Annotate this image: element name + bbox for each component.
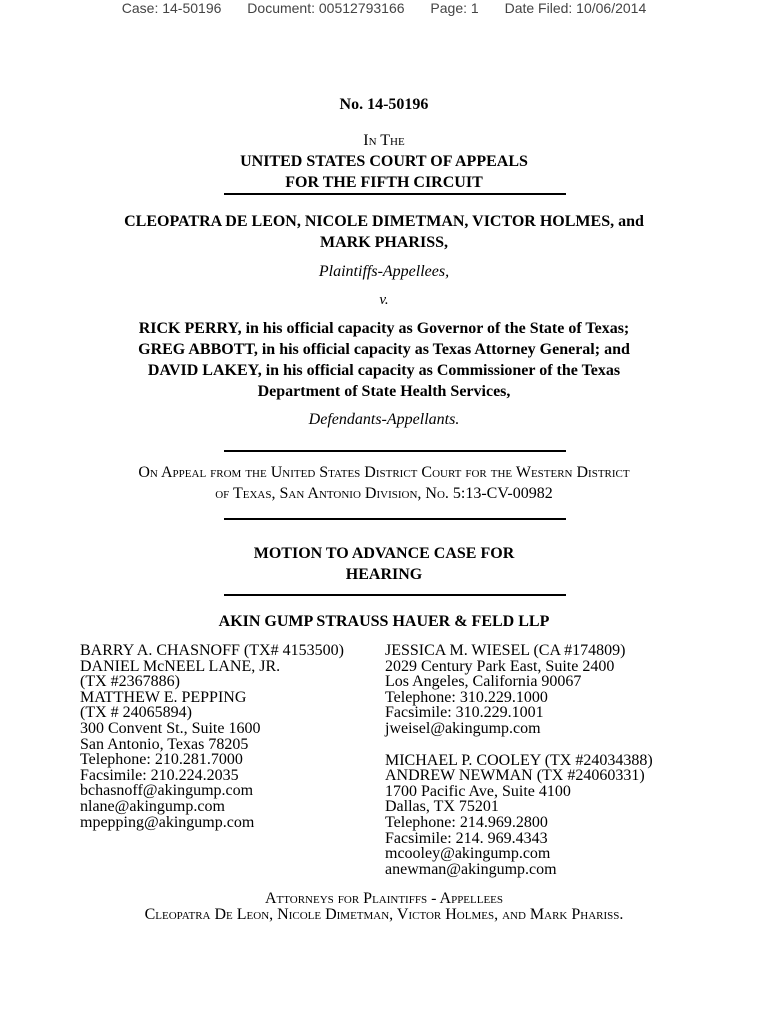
rule-above-appeal	[224, 450, 566, 452]
header-document: Document: 00512793166	[247, 0, 405, 16]
left-counsel-email: mpepping@akingump.com	[80, 813, 255, 831]
court-in-the: In The	[363, 132, 405, 149]
right-counsel-line: MICHAEL P. COOLEY (TX #24034388)	[385, 751, 653, 769]
left-counsel-line: (TX # 24065894)	[80, 704, 192, 722]
filing-header	[0, 0, 768, 18]
rule-under-court	[224, 193, 566, 195]
right-counsel-block	[385, 643, 653, 877]
plaintiffs-line2: MARK PHARISS,	[319, 234, 448, 251]
header-date-filed: Date Filed: 10/06/2014	[504, 0, 647, 16]
rule-below-appeal	[224, 518, 566, 520]
right-counsel-email: mcooley@akingump.com	[385, 845, 551, 863]
motion-title-line2: HEARING	[345, 566, 423, 583]
left-counsel-line: BARRY A. CHASNOFF (TX# 4153500)	[80, 642, 344, 659]
rule-below-motion	[224, 594, 566, 596]
left-counsel-email: nlane@akingump.com	[80, 797, 225, 815]
appeal-line2: of Texas, San Antonio Division, No. 5:13-CV-00982	[215, 485, 553, 502]
right-counsel-line: ANDREW NEWMAN (TX #24060331)	[385, 767, 645, 785]
defendants-line3: DAVID LAKEY, in his official capacity as Commissioner of the Texas	[147, 362, 621, 379]
left-counsel-line: 300 Convent St., Suite 1600	[80, 719, 261, 737]
motion-title-line1: MOTION TO ADVANCE CASE FOR	[253, 545, 515, 562]
plaintiffs-role: Plaintiffs-Appellees,	[318, 263, 450, 280]
right-counsel-email: jweisel@akingump.com	[385, 719, 541, 737]
court-name-line1: UNITED STATES COURT OF APPEALS	[240, 153, 528, 170]
right-counsel-line: 2029 Century Park East, Suite 2400	[385, 657, 615, 675]
right-counsel-email: anewman@akingump.com	[385, 860, 557, 878]
right-counsel-line: 1700 Pacific Ave, Suite 4100	[385, 782, 571, 800]
defendants-role: Defendants-Appellants.	[308, 411, 460, 428]
versus: v.	[379, 292, 389, 308]
right-counsel-line: Facsimile: 214. 969.4343	[385, 829, 548, 847]
defendants-line4: Department of State Health Services,	[257, 383, 511, 400]
attorneys-for-line1: Attorneys for Plaintiffs - Appellees	[264, 890, 504, 907]
plaintiffs-line1: CLEOPATRA DE LEON, NICOLE DIMETMAN, VICTOR HOLMES, and	[124, 213, 644, 230]
right-counsel-line: Telephone: 310.229.1000	[385, 688, 548, 706]
court-name-line2: FOR THE FIFTH CIRCUIT	[285, 174, 483, 191]
left-counsel-block	[80, 643, 344, 830]
header-case: Case: 14-50196	[121, 0, 222, 16]
left-counsel-line: Telephone: 210.281.7000	[80, 751, 243, 769]
left-counsel-email: bchasnoff@akingump.com	[80, 782, 254, 800]
right-counsel-line: Los Angeles, California 90067	[385, 673, 582, 691]
left-counsel-line: DANIEL McNEEL LANE, JR.	[80, 657, 281, 675]
appeal-line1: On Appeal from the United States District Court for the Western District	[138, 464, 630, 481]
left-counsel-line: San Antonio, Texas 78205	[80, 735, 249, 753]
left-counsel-line: Facsimile: 210.224.2035	[80, 766, 239, 784]
right-counsel-line: Telephone: 214.969.2800	[385, 813, 548, 831]
defendants-line2: GREG ABBOTT, in his official capacity as Texas Attorney General; and	[138, 341, 630, 358]
right-counsel-line: JESSICA M. WIESEL (CA #174809)	[385, 642, 626, 659]
left-counsel-line: MATTHEW E. PEPPING	[80, 688, 247, 706]
right-counsel-line: Dallas, TX 75201	[385, 798, 499, 816]
firm-name: AKIN GUMP STRAUSS HAUER & FELD LLP	[218, 613, 550, 630]
defendants-line1: RICK PERRY, in his official capacity as Governor of the State of Texas;	[138, 320, 630, 337]
right-counsel-line: Facsimile: 310.229.1001	[385, 704, 544, 722]
attorneys-for-line2: Cleopatra De Leon, Nicole Dimetman, Victor Holmes, and Mark Phariss.	[144, 906, 624, 923]
left-counsel-line: (TX #2367886)	[80, 673, 180, 691]
header-page: Page: 1	[430, 0, 479, 16]
case-number: No. 14-50196	[339, 96, 429, 113]
